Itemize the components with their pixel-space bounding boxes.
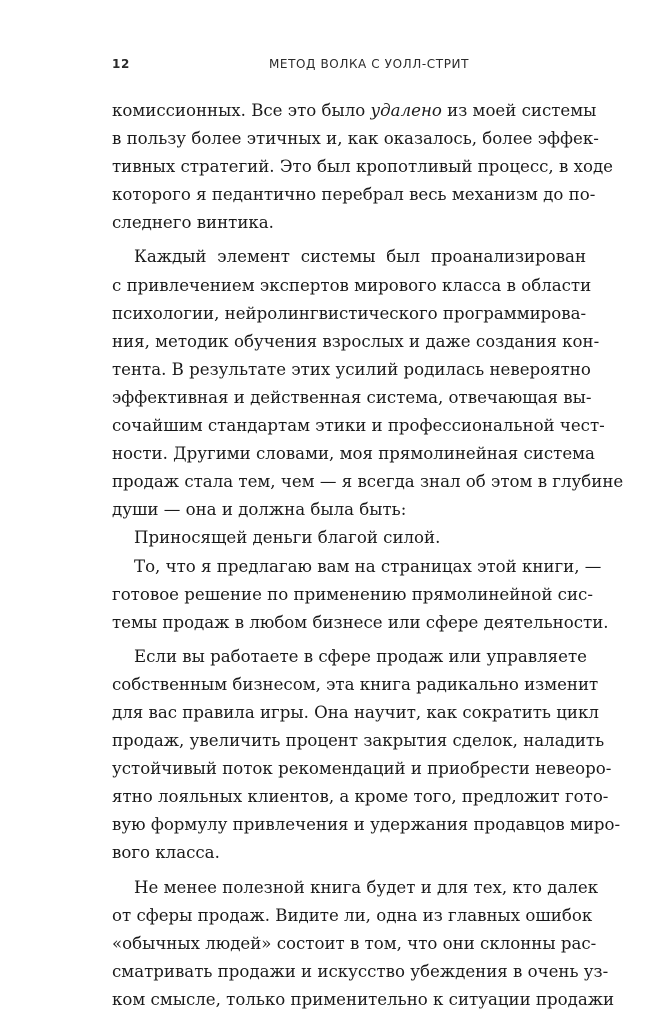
text-line: продаж, увеличить процент закрытия сделок, наладить [112,731,605,751]
paragraph [112,243,624,524]
paragraph [112,874,615,1014]
text-line: продаж стала тем, чем — я всегда знал об этом в глубине [112,472,624,492]
running-head [112,57,586,75]
text-line: которого я педантично перебрал весь механизм до по- [112,185,596,205]
text-line: То, что я предлагаю вам на страницах этой книги, — [134,556,602,576]
text-line: Каждый элемент системы был проанализирован [134,247,586,267]
text-line: Не менее полезной книга будет и для тех, кто далек [134,877,599,897]
body-text [112,97,624,1014]
text-line: тента. В результате этих усилий родилась невероятно [112,359,591,379]
text-line: собственным бизнесом, эта книга радикально изменит [112,674,599,694]
text-line: темы продаж в любом бизнесе или сфере деятельности. [112,612,609,632]
paragraph [112,643,621,868]
text-line: вую формулу привлечения и удержания продавцов миро- [112,815,621,835]
text-line: психологии, нейролингвистического программирова- [112,303,587,323]
text-line: для вас правила игры. Она научит, как сократить цикл [112,702,599,722]
text-line: с привлечением экспертов мирового класса в области [112,275,592,295]
text-line: Приносящей деньги благой силой. [134,528,441,548]
page-number: 12 [112,57,130,71]
text-line: души — она и должна была быть: [112,500,407,520]
paragraph [112,524,586,552]
paragraph [112,553,609,637]
text-line: комиссионных. Все это было удалено из моей системы [112,101,597,120]
text-line: «обычных людей» состоит в том, что они склонны рас- [112,933,597,953]
text-line: следнего винтика. [112,213,274,233]
text-line: эффективная и действенная система, отвечающая вы- [112,387,592,407]
text-line: сочайшим стандартам этики и профессиональной чест- [112,416,605,436]
text-line: ятно лояльных клиентов, а кроме того, предложит гото- [112,787,609,807]
text-line: ности. Другими словами, моя прямолинейная система [112,444,595,464]
text-line: от сферы продаж. Видите ли, одна из главных ошибок [112,905,593,925]
text-line: в пользу более этичных и, как оказалось, более эффек- [112,129,599,149]
text-line: Если вы работаете в сфере продаж или управляете [134,646,587,666]
text-line: готовое решение по применению прямолинейной сис- [112,584,593,604]
text-line: ком смысле, только применительно к ситуации продажи [112,989,615,1009]
emphasis-text: удалено [370,101,442,120]
book-title: МЕТОД ВОЛКА С УОЛЛ-СТРИТ [268,57,470,71]
text-line: сматривать продажи и искусство убеждения в очень уз- [112,961,609,981]
text-line: устойчивый поток рекомендаций и приобрести невеоро- [112,759,612,779]
text-line: ния, методик обучения взрослых и даже создания кон- [112,331,600,351]
paragraph [112,97,613,237]
text-line: вого класса. [112,843,220,863]
text-line: тивных стратегий. Это был кропотливый процесс, в ходе [112,157,613,177]
